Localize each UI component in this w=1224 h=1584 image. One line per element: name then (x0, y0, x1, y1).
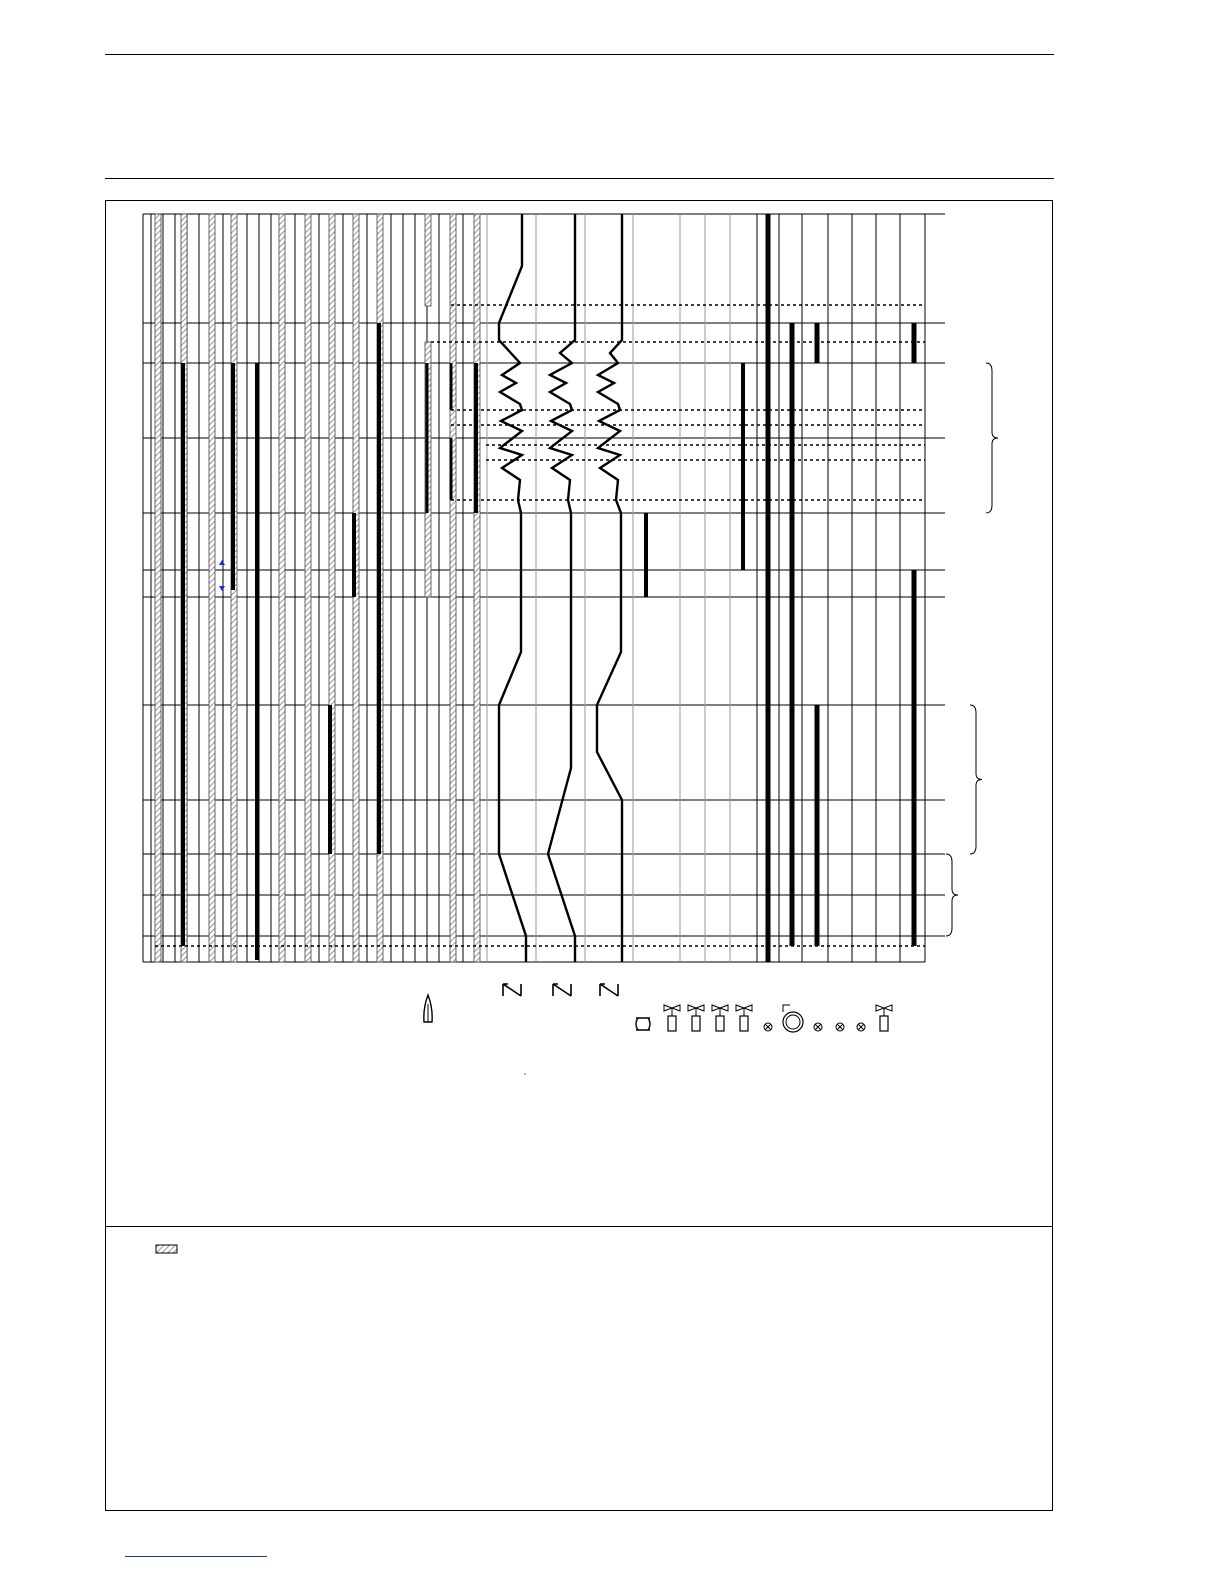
lamp-icon (815, 1024, 821, 1030)
lamp-icon (765, 1024, 771, 1030)
coil-icon (553, 984, 571, 996)
waveform-line (548, 214, 575, 962)
spark-gap-icon (636, 1018, 650, 1030)
brace-bracket (946, 854, 958, 936)
pump-icon (786, 1015, 800, 1029)
lamp-icon (837, 1024, 843, 1030)
waveform-line (499, 214, 526, 962)
hatched-bar (155, 214, 161, 962)
waveform-line (597, 214, 622, 962)
lamp-icon (858, 1024, 864, 1030)
pump-icon (783, 1005, 790, 1012)
hatched-bar (474, 214, 480, 962)
hatched-bar (305, 214, 311, 962)
hatched-bar (450, 214, 456, 962)
hatched-bar (279, 214, 285, 962)
hatched-bar (425, 214, 431, 306)
coil-icon (600, 984, 618, 996)
valve-icon (740, 1016, 748, 1031)
legend-hatched-swatch (156, 1245, 177, 1253)
marker-arrow (219, 586, 225, 591)
hatched-bar (209, 214, 215, 962)
valve-icon (716, 1016, 724, 1031)
dot-mark (524, 1073, 525, 1074)
brace-bracket (986, 363, 998, 513)
coil-icon (503, 984, 521, 996)
valve-icon (880, 1016, 888, 1031)
marker-arrow (219, 560, 225, 565)
brace-bracket (970, 705, 982, 854)
valve-icon (692, 1016, 700, 1031)
valve-icon (668, 1016, 676, 1031)
